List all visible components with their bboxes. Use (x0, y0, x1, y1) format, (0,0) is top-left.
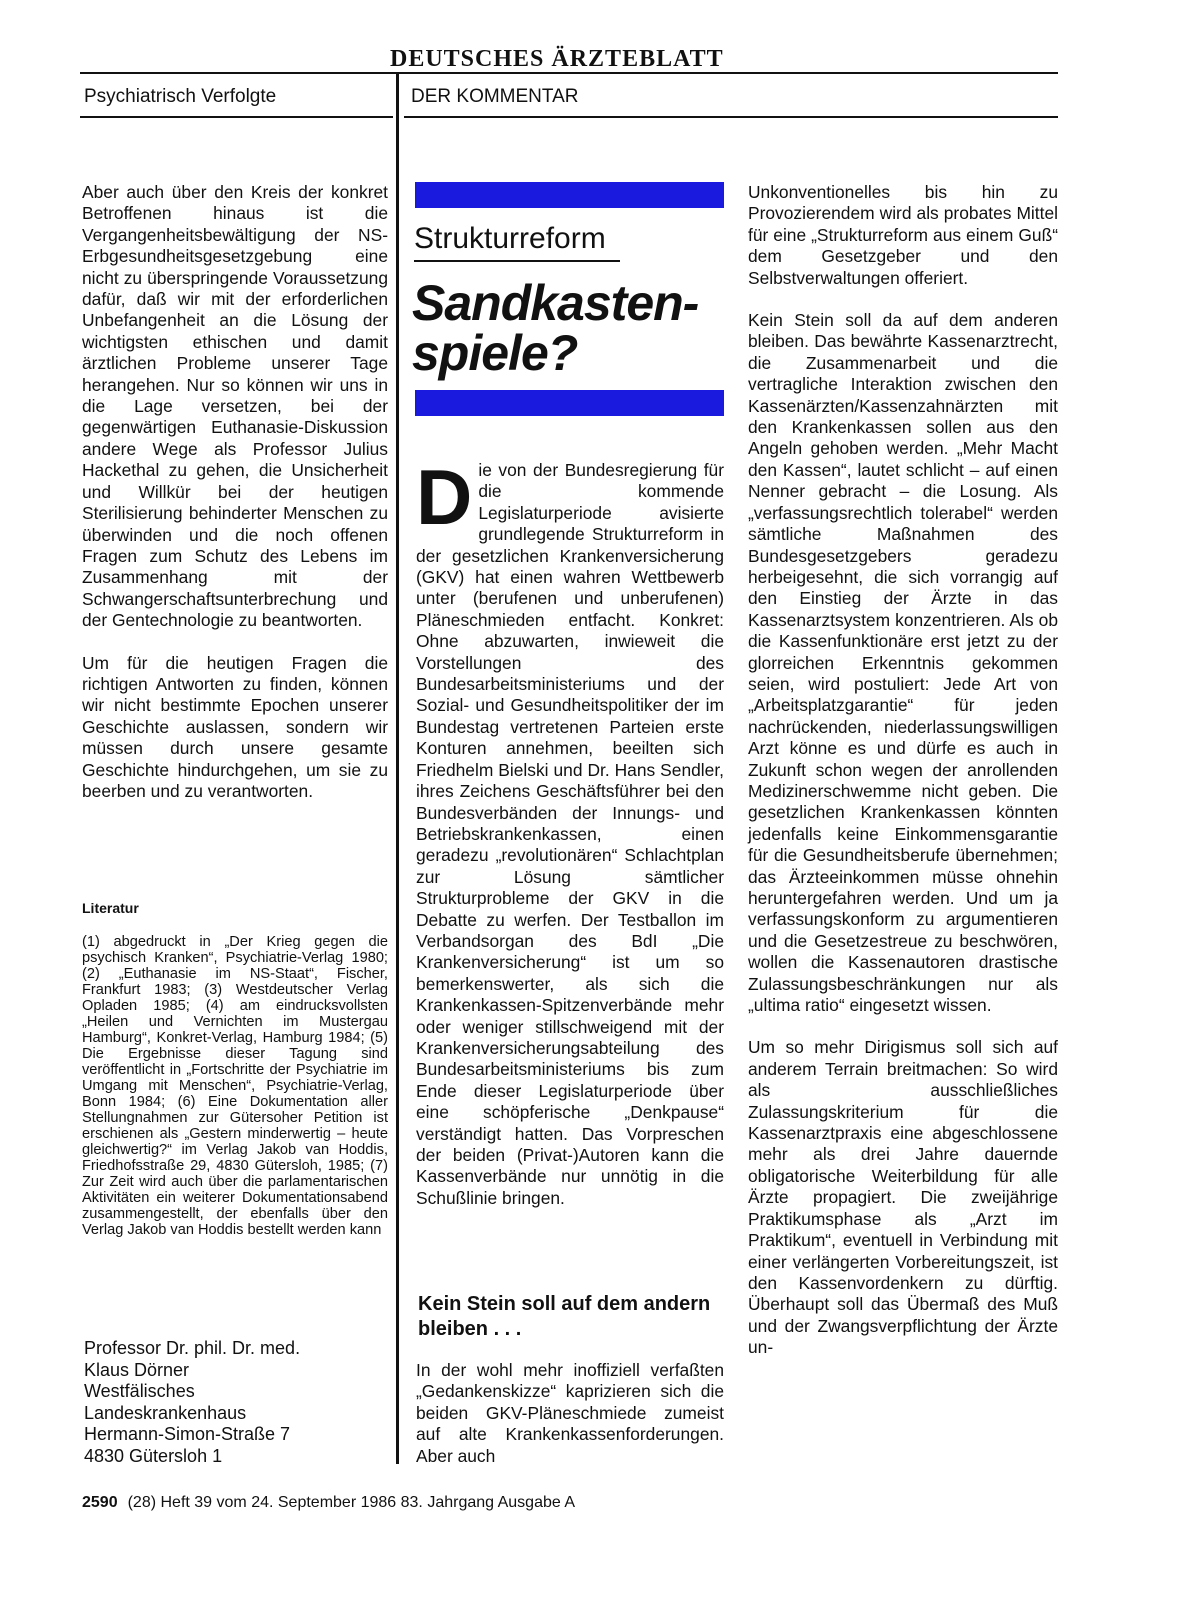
section-label-right: DER KOMMENTAR (411, 86, 579, 107)
article-kicker: Strukturreform (414, 222, 606, 255)
header-rule-right (404, 116, 1058, 118)
kicker-rule (414, 260, 620, 262)
literature-heading: Literatur (82, 900, 139, 916)
literature-text: (1) abgedruckt in „Der Krieg gegen die psychisch Kranken“, Psychiatrie-Verlag 1980; (2) „Euthanasie im NS-Staat“, Fischer, Frankfurt 1983; (3) Westdeutscher Verlag Opladen 1985; (4) am eindrucksvollsten „Heilen und Vernichten im Mustergau Hamburg“, Konkret-Verlag, Hamburg 1984; (5) Die Ergebnisse dieser Tagung sind veröffentlicht in „Fortschritte der Psychiatrie im Umgang mit Menschen“, Psychiatrie-Verlag, Bonn 1984; (6) Eine Dokumentation aller Stellungnahmen zur Gütersoher Petition ist erschienen als „Gestern minderwertig – heute gleichwertig?“ im Verlag Jakob van Hoddis, Friedhofsstraße 29, 4830 Gütersloh, 1985; (7) Zur Zeit wird auch über die parlamentarischen Aktivitäten ein weiterer Dokumentationsabend zusammengestellt, der ebenfalls über den Verlag Jakob van Hoddis bestellt werden kann (82, 934, 388, 1238)
page-number: 2590 (82, 1494, 118, 1511)
header-rule-left (80, 116, 393, 118)
issue-info: (28) Heft 39 vom 24. September 1986 83. Jahrgang Ausgabe A (127, 1494, 575, 1511)
masthead-rule (80, 72, 1058, 74)
article-lead (416, 453, 724, 1209)
author-line: Landeskrankenhaus (84, 1402, 247, 1423)
author-line: Klaus Dörner (84, 1359, 190, 1380)
left-column-text (82, 182, 388, 823)
accent-bar-bottom (415, 390, 724, 416)
lead-text: ie von der Bundesregierung für die kommende Legislaturperiode avisierte grundlegende Strukturreform in der gesetzlichen Krankenversicherung (GKV) hat einen wahren Wettbewerb unter (berufenen und unberufenen) Pläneschmieden entfacht. Konkret: Ohne abzuwarten, inwieweit die Vorstellungen des Bundesarbeitsministeriums und der Sozial- und Gesundheitspolitiker der im Bundestag vertretenen Parteien erste Konturen annehmen, beeilten sich Friedhelm Bielski und Dr. Hans Sendler, ihres Zeichens Geschäftsführer bei den Bundesverbänden der Innungs- und Betriebskrankenkassen, einen geradezu „revolutionären“ Schlachtplan zur Lösung sämtlicher Strukturprobleme der GKV in die Debatte zu werfen. Der Testballon im Verbandsorgan des BdI „Die Krankenversicherung“ ist um so bemerkenswerter, als sich die Krankenkassen-Spitzenverbände mehr oder weniger stillschweigend mit der Krankenversicherungsabteilung des Bundesarbeitsministeriums bis zum Ende dieser Legislaturperiode über eine schöpferische „Denkpause“ verständigt hatten. Das Vorpreschen der beiden (Privat-)Autoren kann die Kassenverbände nur unnötig in die Schußlinie bringen. (416, 460, 724, 1208)
page-footer (82, 1494, 575, 1512)
author-line: Westfälisches (84, 1381, 195, 1402)
left-paragraph-2: Um für die heutigen Fragen die richtigen Antworten zu finden, können wir nicht bestimmte Epochen unserer Geschichte auslassen, sondern wir müssen durch unsere gesamte Geschichte hindurchgehen, um sie zu beerben und zu verantworten. (82, 652, 388, 801)
section-label-left: Psychiatrisch Verfolgte (84, 86, 277, 107)
title-line-2: spiele? (412, 325, 578, 381)
title-line-1: Sandkasten- (412, 275, 699, 331)
right-column-text (748, 182, 1058, 1380)
left-paragraph-1: Aber auch über den Kreis der konkret Betroffenen hinaus ist die Vergangenheitsbewältigung der NS-Erbgesundheitsgesetzgebung eine nicht zu überspringende Voraussetzung dafür, daß wir mit der erforderlichen Unbefangenheit an die Lösung der wichtigsten ethischen und damit ärztlichen Probleme unserer Tage herangehen. Nur so können wir uns in die Lage versetzen, bei der gegenwärtigen Euthanasie-Diskussion andere Wege als Professor Julius Hackethal zu gehen, die Unsicherheit und Willkür bei der heutigen Sterilisierung behinderter Menschen zu überwinden und die noch offenen Fragen zum Schutz des Lebens im Zusammenhang mit der Schwangerschaftsunterbrechung und der Gentechnologie zu beantworten. (82, 182, 388, 631)
drop-cap: D (416, 453, 473, 541)
masthead: DEUTSCHES ÄRZTEBLATT (390, 46, 724, 72)
right-paragraph-2: Kein Stein soll da auf dem anderen bleiben. Das bewährte Kassenarztrecht, die Zusammenarbeit und die vertragliche Interaktion zwischen den Kassenärzten/Kassenzahnärzten mit den Krankenkassen sollen aus den Angeln gehoben werden. „Mehr Macht den Kassen“, lautet schlicht – auf einen Nenner gebracht – die Losung. Als „verfassungsrechtlich tolerabel“ werden sämtliche Maßnahmen des Bundesgesetzgebers geradezu herbeigesehnt, die sich vorrangig auf den Einstieg der Ärzte in das Kassenarztsystem konzentrieren. Als ob die Kassenfunktionäre erst jetzt zu der glorreichen Erkenntnis gekommen seien, wird postuliert: Jede Art von „Arbeitsplatzgarantie“ für jeden nachrückenden, niederlassungswilligen Arzt könne es und dürfe es auch in Zukunft schon wegen der anrollenden Medizinerschwemme nicht geben. Die gesetzlichen Krankenkassen könnten jedenfalls keine Einkommensgarantie für die Gesundheitsberufe übernehmen; das Ärzteeinkommen müsse ohnehin heruntergefahren werden. Und um ja verfassungskonform zu argumentieren und die Gesetzestreue zu beschwören, wollen die Kassenautoren drastische Zulassungsbeschränkungen nur als „ultima ratio“ eingesetzt wissen. (748, 310, 1058, 1016)
author-line: 4830 Gütersloh 1 (84, 1445, 223, 1466)
right-paragraph-1: Unkonventionelles bis hin zu Provozierendem wird als probates Mittel für eine „Strukturreform aus einem Guß“ dem Gesetzgeber und den Selbstverwaltungen offeriert. (748, 182, 1058, 288)
right-paragraph-3: Um so mehr Dirigismus soll sich auf anderem Terrain breitmachen: So wird als ausschließliches Zulassungskriterium für die Kassenarztpraxis eine abgeschlossene mehr als drei Jahre dauernde obligatorische Weiterbildung für alle Ärzte propagiert. Die zweijährige Praktikumsphase als „Arzt im Praktikum“, eventuell in Verbindung mit einer verlängerten Vorbereitungszeit, ist den Kassenvordenkern zu dürftig. Überhaupt soll das Übermaß des Muß und der Zwangsverpflichtung der Ärzte un- (748, 1037, 1058, 1358)
article-continued: In der wohl mehr inoffiziell verfaßten „Gedankenskizze“ kaprizieren sich die beiden GKV-Pläneschmiede zumeist auf alte Krankenkassenforderungen. Aber auch (416, 1360, 724, 1466)
article-title (412, 275, 699, 381)
author-block (84, 1338, 300, 1468)
author-line: Professor Dr. phil. Dr. med. (84, 1338, 301, 1358)
accent-bar-top (415, 182, 724, 208)
column-divider (396, 74, 399, 1464)
article-subheading: Kein Stein soll auf dem andern bleiben . . . (418, 1293, 711, 1340)
author-line: Hermann-Simon-Straße 7 (84, 1424, 291, 1445)
